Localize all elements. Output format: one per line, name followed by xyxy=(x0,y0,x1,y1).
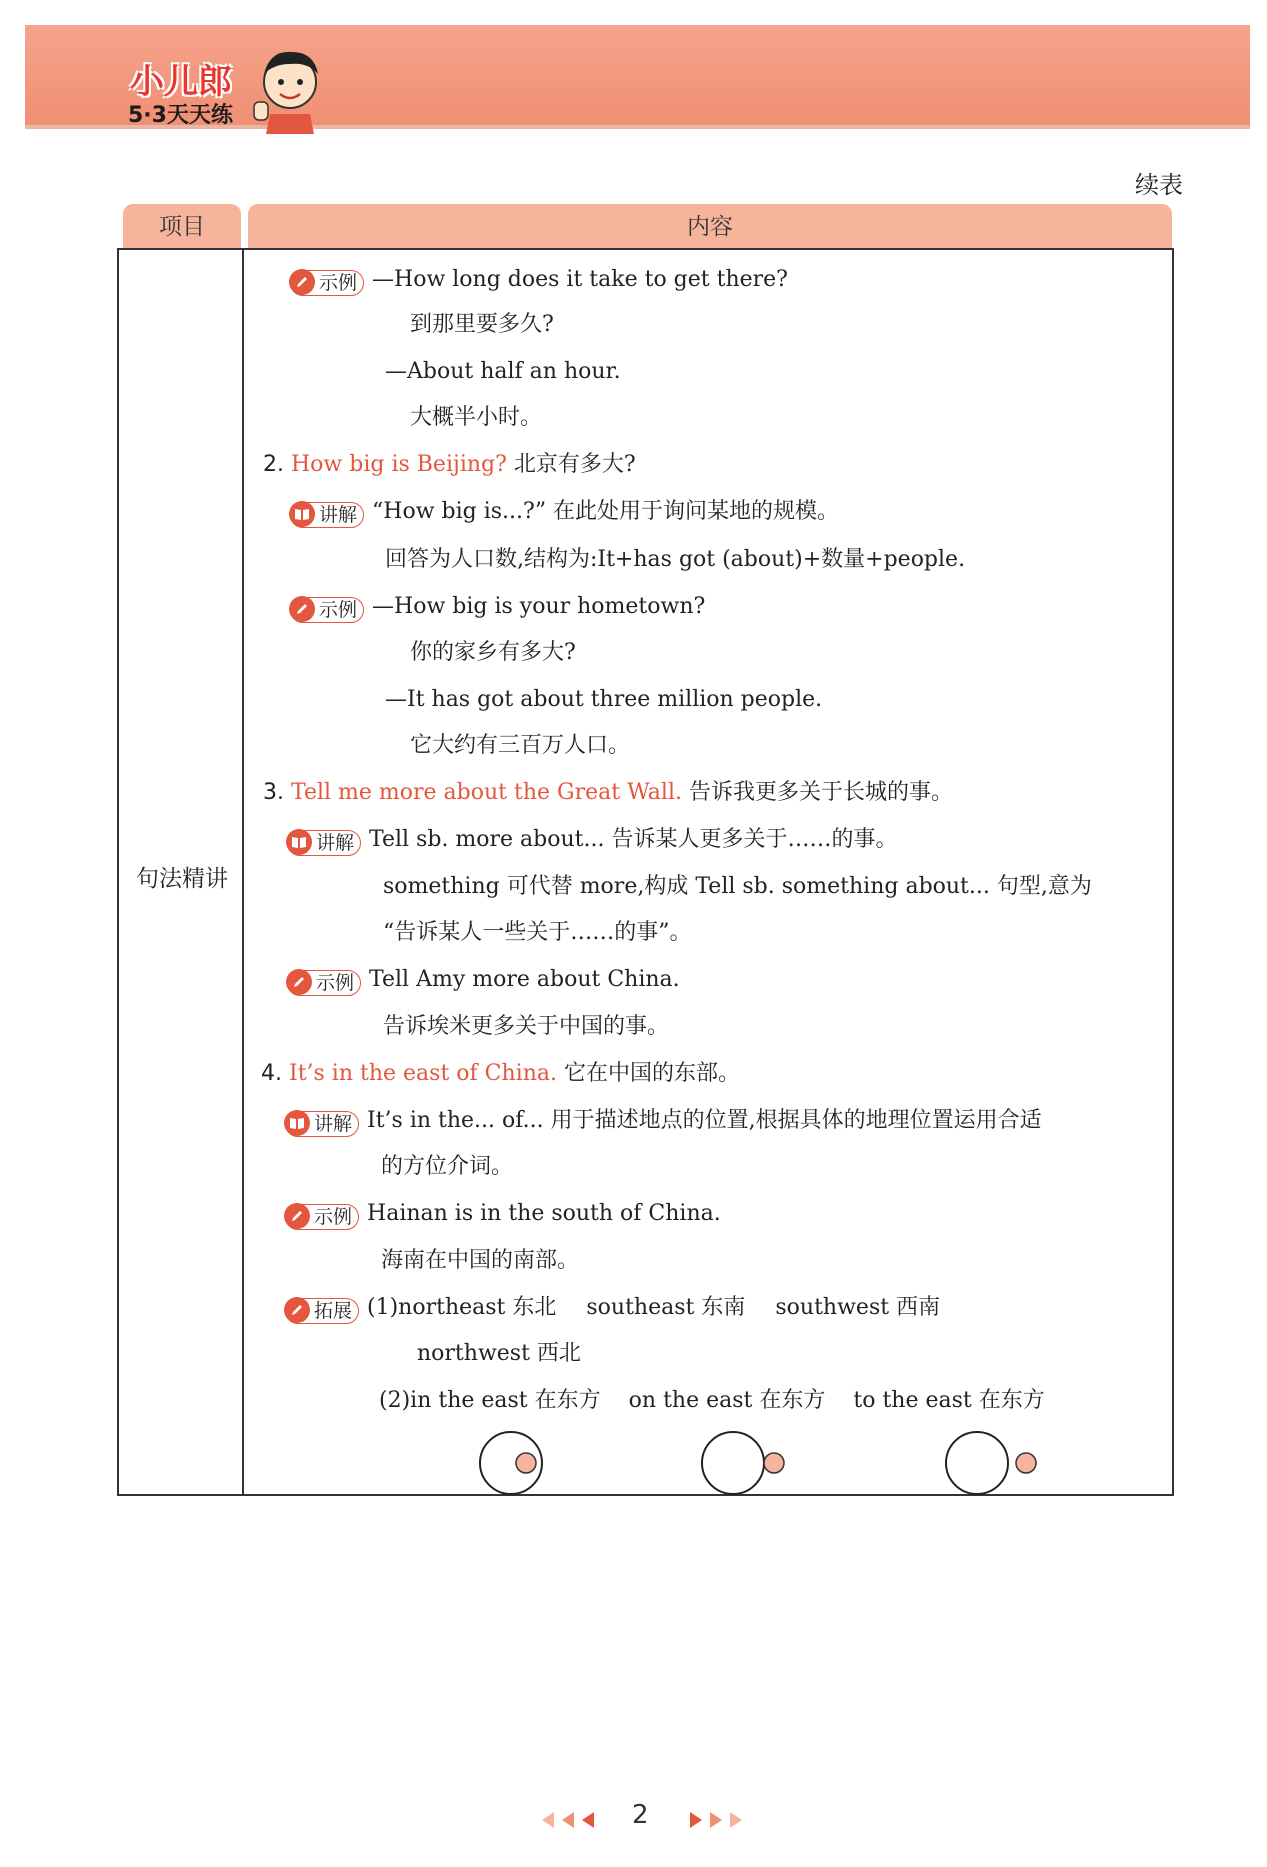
point-4-example-cn: 海南在中国的南部。 xyxy=(381,1248,580,1273)
example-1-a: —About half an hour. xyxy=(385,359,621,384)
book-icon xyxy=(286,829,312,855)
point-4-title: 4. It’s in the east of China. 它在中国的东部。 xyxy=(261,1061,741,1086)
mascot-icon xyxy=(250,44,330,134)
point-3-explain: 讲解 Tell sb. more about... 告诉某人更多关于……的事。 xyxy=(287,825,898,856)
pencil-icon xyxy=(289,596,315,622)
on-the-east-diagram xyxy=(700,1428,790,1498)
example-1-a-cn: 大概半小时。 xyxy=(410,405,543,430)
point-2-explain-2: 回答为人口数,结构为:It+has got (about)+数量+people. xyxy=(385,547,966,572)
in-the-east-diagram xyxy=(478,1428,558,1498)
brand-logo xyxy=(100,38,320,138)
header-content: 内容 xyxy=(248,204,1172,248)
point-4-explain-2: 的方位介词。 xyxy=(381,1154,514,1179)
to-the-east-diagram xyxy=(944,1428,1044,1498)
explain-badge: 讲解 xyxy=(290,502,364,528)
page-number: 2 xyxy=(632,1800,649,1830)
book-icon xyxy=(289,501,315,527)
example-badge: 示例 xyxy=(290,270,364,296)
book-icon xyxy=(284,1110,310,1136)
next-arrows-icon xyxy=(688,1808,752,1832)
point-2-example-q-cn: 你的家乡有多大? xyxy=(410,640,576,665)
explain-badge: 讲解 xyxy=(287,830,361,856)
point-3-explain-3: “告诉某人一些关于……的事”。 xyxy=(383,920,692,945)
point-3-title: 3. Tell me more about the Great Wall. 告诉我更多关于长城的事。 xyxy=(263,780,953,805)
point-2-explain: 讲解 “How big is...?” 在此处用于询问某地的规模。 xyxy=(290,497,839,528)
brand-title: 小儿郎 xyxy=(130,62,232,102)
brand-subtitle: 5·3天天练 xyxy=(128,103,233,128)
point-3-example-cn: 告诉埃米更多关于中国的事。 xyxy=(383,1014,670,1039)
extend-line-2: northwest 西北 xyxy=(417,1341,581,1366)
point-2-example-a: —It has got about three million people. xyxy=(385,687,823,712)
explain-badge: 讲解 xyxy=(285,1111,359,1137)
point-4-example: 示例 Hainan is in the south of China. xyxy=(285,1199,721,1230)
header-item: 项目 xyxy=(123,204,241,248)
column-divider xyxy=(242,248,244,1496)
extend-line-3: (2)in the east 在东方 on the east 在东方 to the east 在东方 xyxy=(379,1388,1045,1413)
pencil-icon xyxy=(284,1203,310,1229)
point-3-explain-2: something 可代替 more,构成 Tell sb. something about... 句型,意为 xyxy=(383,874,1092,899)
example-1-q-cn: 到那里要多久? xyxy=(410,312,554,337)
prev-arrows-icon xyxy=(540,1808,604,1832)
example-badge: 示例 xyxy=(290,597,364,623)
example-badge: 示例 xyxy=(285,1204,359,1230)
continued-label: 续表 xyxy=(1135,171,1183,199)
point-2-example-q: 示例 —How big is your hometown? xyxy=(290,592,705,623)
section-label: 句法精讲 xyxy=(136,866,228,892)
example-badge: 示例 xyxy=(287,970,361,996)
point-2-example-a-cn: 它大约有三百万人口。 xyxy=(410,733,631,758)
example-1-q: 示例 —How long does it take to get there? xyxy=(290,265,788,296)
point-2-title: 2. How big is Beijing? 北京有多大? xyxy=(263,452,636,477)
pencil-icon xyxy=(289,269,315,295)
extend-badge: 拓展 xyxy=(285,1298,359,1324)
point-3-example: 示例 Tell Amy more about China. xyxy=(287,965,680,996)
pencil-icon xyxy=(284,1297,310,1323)
pencil-icon xyxy=(286,969,312,995)
extend-line-1: 拓展 (1)northeast 东北 southeast 东南 southwest 西南 xyxy=(285,1293,940,1324)
point-4-explain: 讲解 It’s in the... of... 用于描述地点的位置,根据具体的地理位置运用合适 xyxy=(285,1106,1042,1137)
